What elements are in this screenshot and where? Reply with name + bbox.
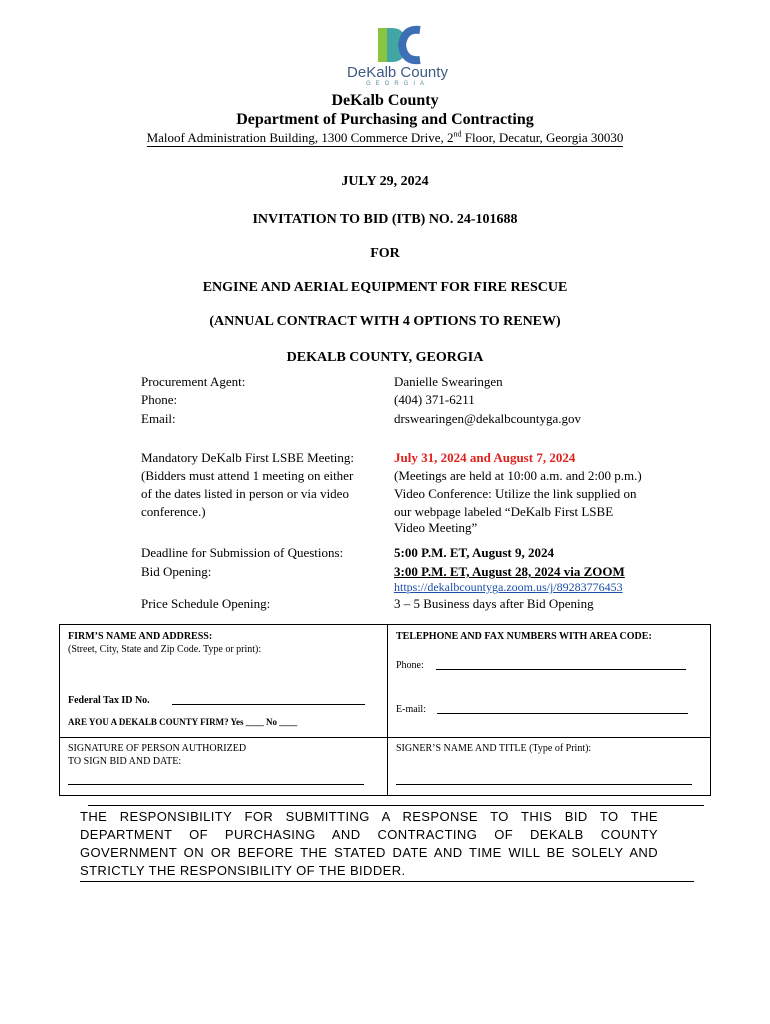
county-heading: DEKALB COUNTY, GEORGIA — [286, 350, 484, 365]
bid-opening: 3:00 P.M. ET, August 28, 2024 via ZOOM — [394, 564, 625, 579]
department-title: Department of Purchasing and Contracting — [236, 111, 534, 128]
form-divider — [387, 625, 388, 795]
itb-number: INVITATION TO BID (ITB) NO. 24-101688 — [252, 212, 518, 227]
opening-label: Bid Opening: — [141, 564, 212, 579]
signer-input-line[interactable] — [396, 784, 692, 785]
meeting-note-3: conference.) — [141, 504, 206, 519]
dekalb-firm-question: ARE YOU A DEKALB COUNTY FIRM? Yes ____ No ____ — [68, 717, 298, 727]
address-line: Maloof Administration Building, 1300 Commerce Drive, 2nd Floor, Decatur, Georgia 30030 — [146, 130, 624, 146]
meeting-label: Mandatory DeKalb First LSBE Meeting: — [141, 450, 355, 465]
price-opening-label: Price Schedule Opening: — [141, 596, 271, 611]
tax-id-input-line[interactable] — [172, 704, 365, 705]
firm-label: FIRM’S NAME AND ADDRESS: — [68, 631, 213, 642]
bid-subject: ENGINE AND AERIAL EQUIPMENT FOR FIRE RESCUE — [202, 280, 568, 295]
contract-type: (ANNUAL CONTRACT WITH 4 OPTIONS TO RENEW) — [209, 314, 561, 329]
meeting-note-1: (Bidders must attend 1 meeting on either — [141, 468, 354, 483]
email-address[interactable]: drswearingen@dekalbcountyga.gov — [394, 411, 582, 426]
video-note-3: Video Meeting” — [394, 520, 478, 535]
tax-id-label: Federal Tax ID No. — [68, 695, 150, 706]
agent-name: Danielle Swearingen — [394, 374, 503, 389]
phone-label: Phone: — [141, 392, 178, 407]
meeting-note-2: of the dates listed in person or via video — [141, 486, 349, 501]
issue-date: JULY 29, 2024 — [341, 174, 429, 189]
logo-subtitle: GEORGIA — [365, 81, 429, 87]
email-label: Email: — [141, 411, 176, 426]
questions-label: Deadline for Submission of Questions: — [141, 545, 344, 560]
phone-input-line[interactable] — [436, 669, 686, 670]
top-rule — [88, 805, 704, 806]
logo-wordmark: DeKalb County — [347, 64, 448, 81]
firm-hint: (Street, City, State and Zip Code. Type or print): — [68, 644, 262, 655]
agent-label: Procurement Agent: — [141, 374, 246, 389]
email-field-label: E-mail: — [396, 704, 426, 715]
signer-label: SIGNER’S NAME AND TITLE (Type of Print): — [396, 743, 592, 754]
org-title: DeKalb County — [331, 92, 439, 109]
video-note-2: our webpage labeled “DeKalb First LSBE — [394, 504, 614, 519]
email-input-line[interactable] — [437, 713, 688, 714]
phone-number: (404) 371-6211 — [394, 392, 475, 407]
phone-field-label: Phone: — [396, 660, 424, 671]
signature-label-2: TO SIGN BID AND DATE: — [68, 756, 182, 767]
meeting-times: (Meetings are held at 10:00 a.m. and 2:00 p.m.) — [394, 468, 642, 483]
bidder-info-form — [59, 624, 711, 796]
form-row-divider — [60, 737, 710, 738]
responsibility-statement: THE RESPONSIBILITY FOR SUBMITTING A RESPONSE TO THIS BID TO THE DEPARTMENT OF PURCHASING AND CONTRACTING OF DEKALB COUNTY GOVERNMENT ON OR BEFORE THE STATED DATE AND TIME WILL BE SOLELY AND STRICTLY THE RESPONSIBILITY OF THE BIDDER. — [80, 809, 658, 878]
meeting-dates: July 31, 2024 and August 7, 2024 — [394, 450, 576, 465]
price-opening: 3 – 5 Business days after Bid Opening — [394, 596, 594, 611]
questions-deadline: 5:00 P.M. ET, August 9, 2024 — [394, 545, 554, 560]
video-note-1: Video Conference: Utilize the link supplied on — [394, 486, 637, 501]
signature-label-1: SIGNATURE OF PERSON AUTHORIZED — [68, 743, 247, 754]
for-label: FOR — [370, 246, 400, 261]
bottom-rule — [80, 881, 694, 882]
phone-fax-label: TELEPHONE AND FAX NUMBERS WITH AREA CODE: — [396, 631, 652, 642]
zoom-link[interactable]: https://dekalbcountyga.zoom.us/j/89283776453 — [394, 580, 623, 594]
signature-input-line[interactable] — [68, 784, 364, 785]
